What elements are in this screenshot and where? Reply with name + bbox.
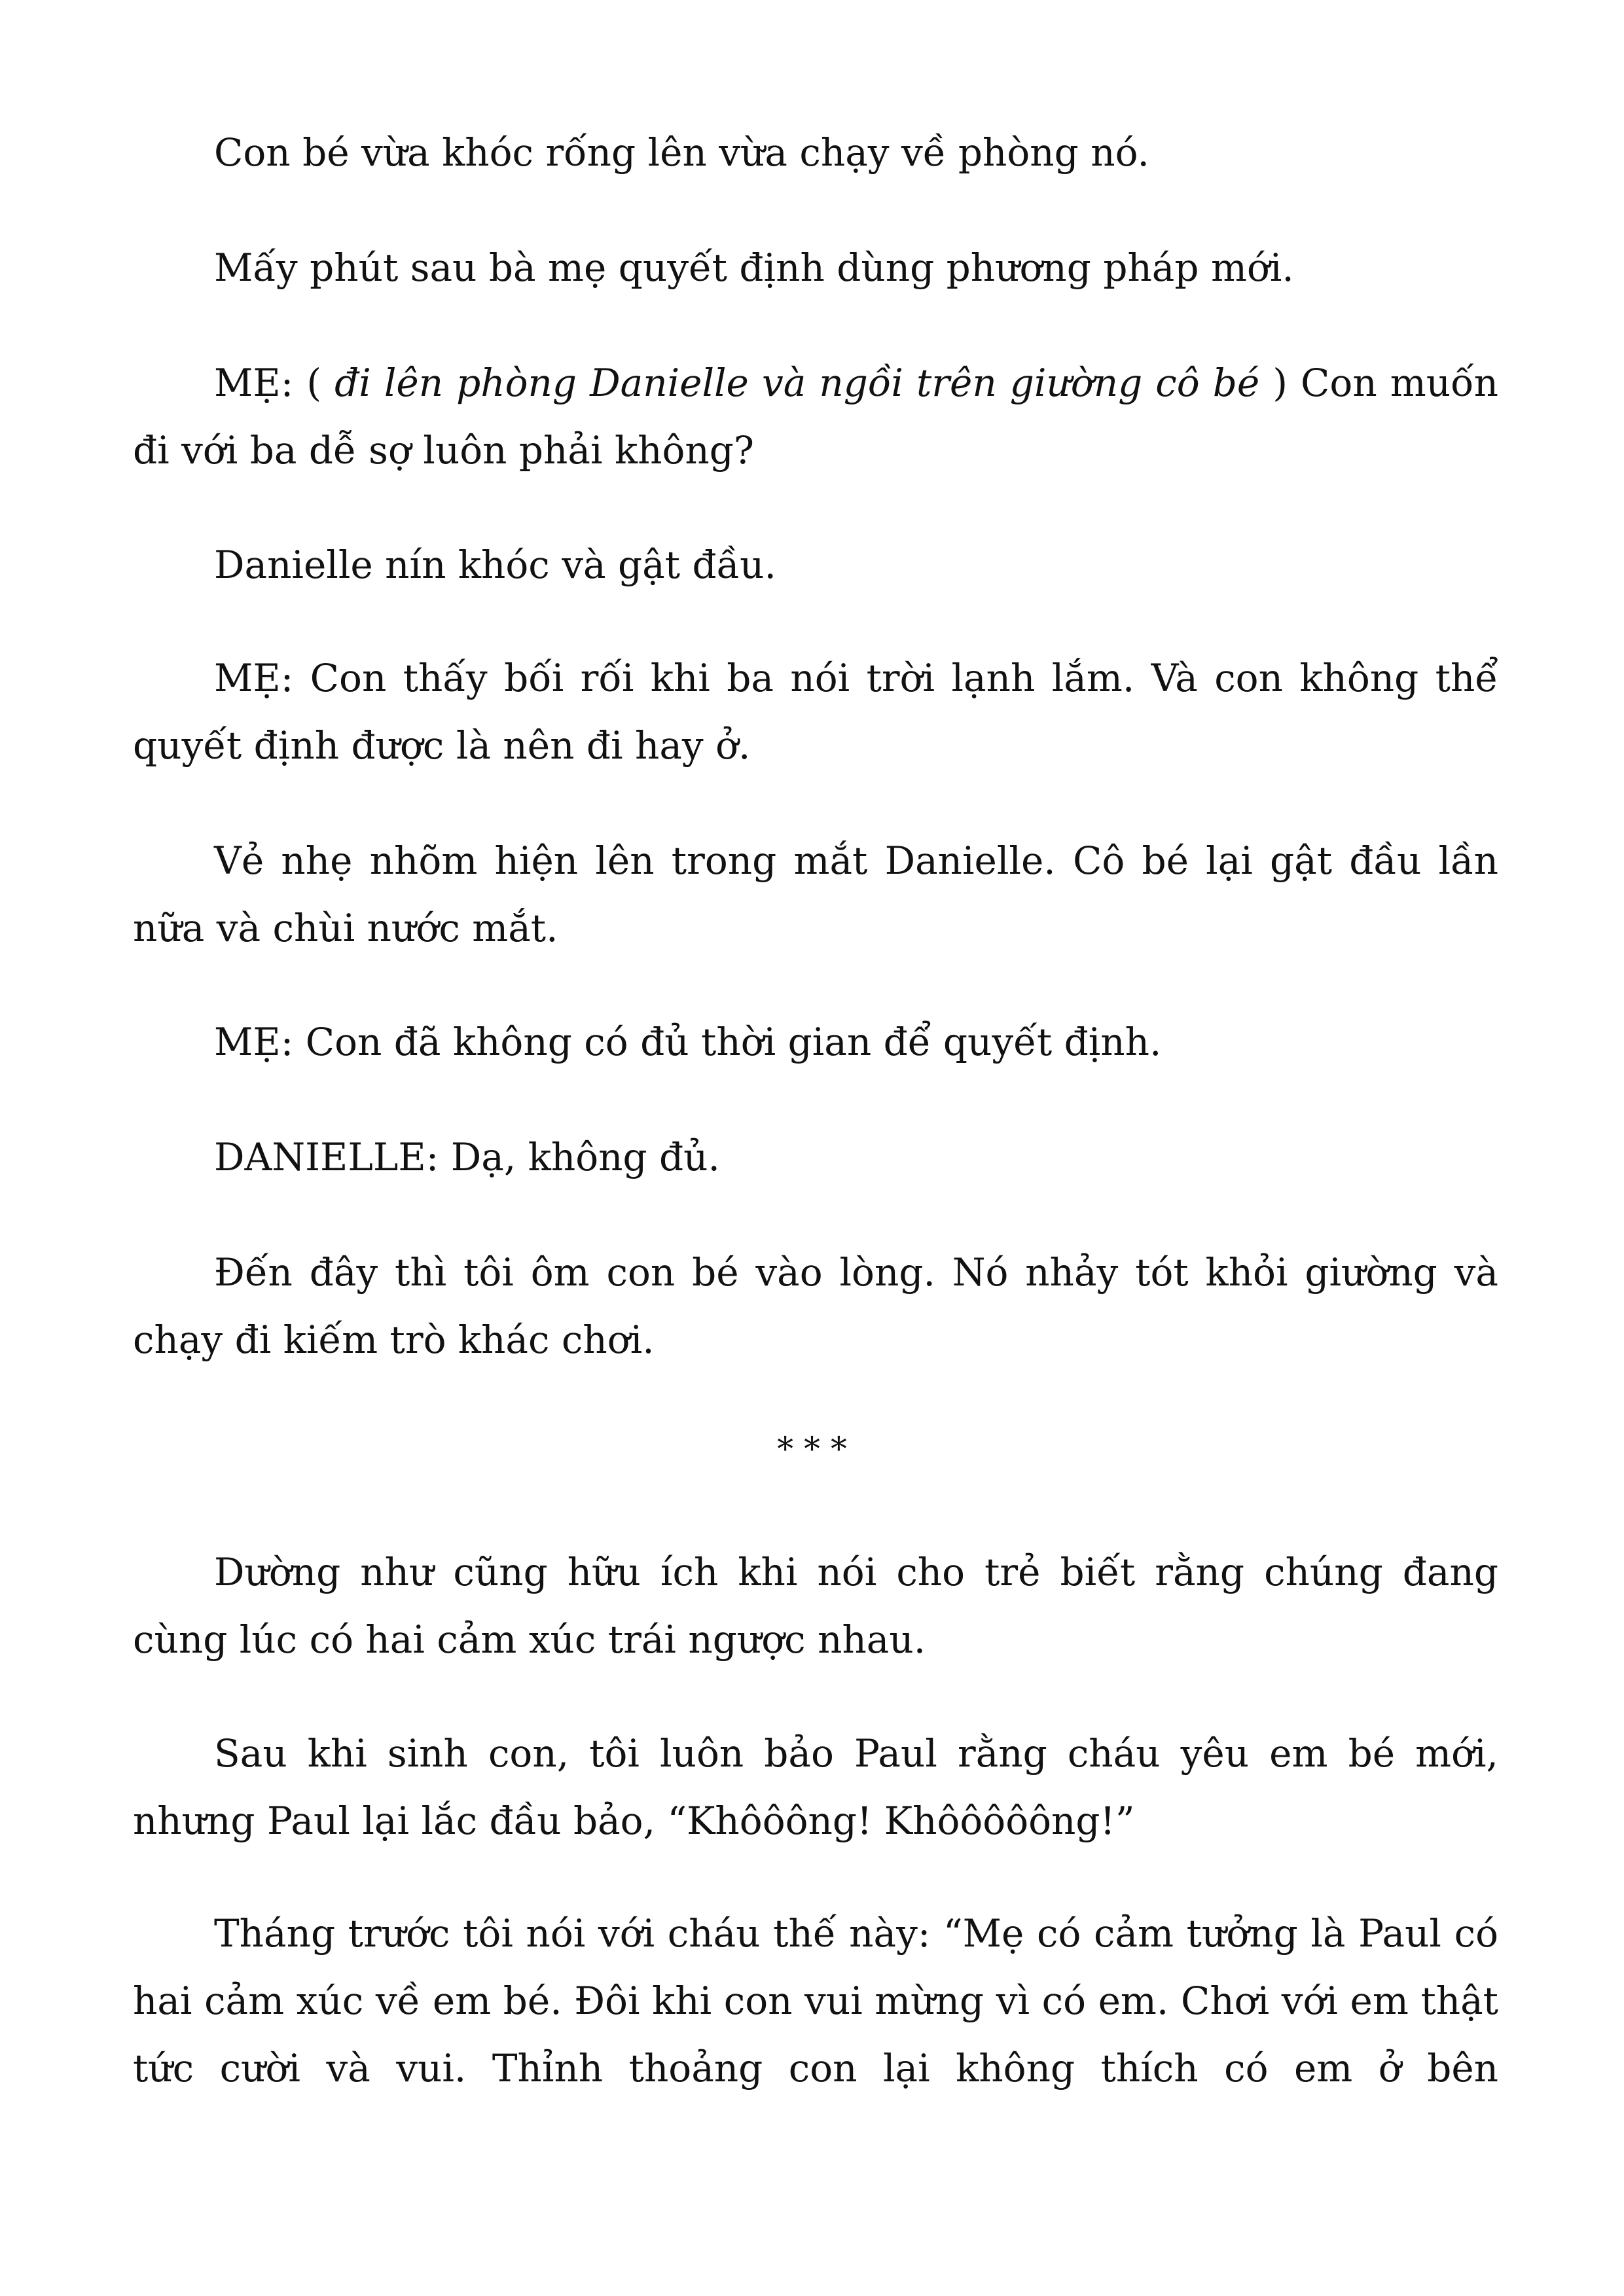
paragraph: Mấy phút sau bà mẹ quyết định dùng phương pháp mới. [214, 245, 1294, 290]
paragraph: Vẻ nhẹ nhõm hiện lên trong mắt Danielle. Cô bé lại gật đầu lần nữa và chùi nước mắt. [133, 838, 1498, 950]
dialogue-paragraph [133, 350, 1498, 484]
dialogue-text: ) Con muốn đi với ba dễ sợ luôn phải không? [133, 361, 1498, 473]
paragraph: Sau khi sinh con, tôi luôn bảo Paul rằng cháu yêu em bé mới, nhưng Paul lại lắc đầu bảo, “Khôôông! Khôôôôông!” [133, 1731, 1498, 1843]
dialogue-paragraph: DANIELLE: Dạ, không đủ. [214, 1135, 720, 1179]
paragraph: Con bé vừa khóc rống lên vừa chạy về phòng nó. [214, 130, 1149, 175]
speaker: MẸ: ( [214, 361, 335, 405]
section-separator: * * * [777, 1430, 847, 1468]
paragraph: Danielle nín khóc và gật đầu. [214, 543, 776, 587]
stage-direction: đi lên phòng Danielle và ngồi trên giường cô bé [334, 361, 1260, 405]
dialogue-paragraph: MẸ: Con thấy bối rối khi ba nói trời lạnh lắm. Và con không thể quyết định được là nên đi hay ở. [133, 656, 1498, 768]
paragraph: Tháng trước tôi nói với cháu thế này: “Mẹ có cảm tưởng là Paul có hai cảm xúc về em bé. Đôi khi con vui mừng vì có em. Chơi với em thật tức cười và vui. Thỉnh thoảng con lại không thích có em ở bên [133, 1911, 1498, 2090]
dialogue-paragraph: MẸ: Con đã không có đủ thời gian để quyết định. [214, 1020, 1162, 1064]
paragraph: Dường như cũng hữu ích khi nói cho trẻ biết rằng chúng đang cùng lúc có hai cảm xúc trái ngược nhau. [133, 1550, 1498, 1662]
paragraph: Đến đây thì tôi ôm con bé vào lòng. Nó nhảy tót khỏi giường và chạy đi kiếm trò khác chơi. [133, 1250, 1498, 1362]
